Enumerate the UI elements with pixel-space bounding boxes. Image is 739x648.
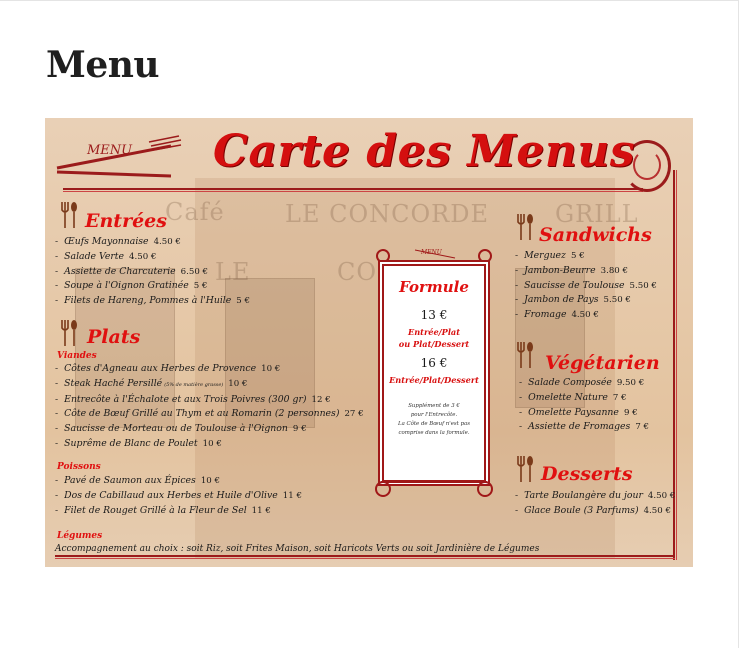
legumes-description: Accompagnement au choix : soit Riz, soit Frites Maison, soit Haricots Verts ou soit Jardinière de Légumes bbox=[55, 544, 540, 554]
subsection-title-legumes: Légumes bbox=[57, 531, 103, 541]
list-item: - Saucisse de Toulouse 5.50 € bbox=[515, 279, 657, 291]
scroll-curl-ornament bbox=[633, 150, 661, 180]
list-item: - Jambon de Pays 5.50 € bbox=[515, 294, 631, 306]
list-item: - Filet de Rouget Grillé à la Fleur de Sel 11 € bbox=[55, 504, 271, 516]
list-item: - Merguez 5 € bbox=[515, 250, 585, 261]
list-item: - Suprême de Blanc de Poulet 10 € bbox=[55, 437, 222, 449]
formule-box bbox=[382, 264, 486, 482]
entrees-list bbox=[55, 235, 250, 309]
background-sign: CO bbox=[337, 258, 378, 286]
subsection-title-poissons: Poissons bbox=[57, 462, 101, 472]
list-item: - Salade Verte 4.50 € bbox=[55, 250, 157, 262]
background-sign: LE CONCORDE bbox=[285, 200, 489, 228]
list-item: - Soupe à l'Oignon Gratinée 5 € bbox=[55, 280, 208, 292]
list-item: - Glace Boule (3 Parfums) 4.50 € bbox=[515, 504, 671, 516]
sandwichs-list bbox=[515, 249, 657, 323]
list-item: - Assiette de Charcuterie 6.50 € bbox=[55, 265, 209, 277]
section-title-sandwichs: Sandwichs bbox=[539, 224, 652, 246]
list-item: - Œufs Mayonnaise 4.50 € bbox=[55, 236, 181, 247]
formule-desc-1: Entrée/Plat ou Plat/Dessert bbox=[398, 327, 470, 349]
section-title-entrees: Entrées bbox=[85, 210, 167, 232]
top-divider bbox=[0, 0, 739, 1]
frame-top-border bbox=[63, 188, 643, 192]
formule-desc-2: Entrée/Plat/Dessert bbox=[389, 375, 479, 385]
section-title-desserts: Desserts bbox=[541, 463, 633, 485]
menu-fork-logo-icon bbox=[53, 128, 183, 183]
poissons-list bbox=[55, 474, 302, 518]
formule-scroll-bottom-ornament bbox=[375, 478, 493, 498]
frame-bottom-border bbox=[55, 555, 675, 559]
desserts-list bbox=[515, 489, 675, 519]
formule-note: Supplément de 3 € pour l'Entrecôte. La Côte de Bœuf n'est pas comprise dans la formule. bbox=[398, 403, 470, 436]
list-item: - Steak Haché Persillé (5% de matière grasse) 10 € bbox=[55, 377, 248, 389]
background-sign: LE bbox=[215, 258, 251, 286]
list-item: - Dos de Cabillaud aux Herbes et Huile d'Olive 11 € bbox=[55, 489, 302, 501]
viandes-list bbox=[55, 362, 364, 452]
list-item: - Saucisse de Morteau ou de Toulouse à l'Oignon 9 € bbox=[55, 423, 307, 435]
list-item: - Omelette Paysanne 9 € bbox=[519, 406, 638, 418]
menu-main-title: Carte des Menus bbox=[213, 126, 636, 177]
list-item: - Assiette de Fromages 7 € bbox=[519, 421, 649, 433]
list-item: - Côtes d'Agneau aux Herbes de Provence 10 € bbox=[55, 363, 281, 374]
formule-scroll-top-ornament bbox=[375, 246, 493, 264]
section-title-vegetarien: Végétarien bbox=[545, 352, 660, 374]
formule-price-2: 16 € bbox=[420, 356, 448, 370]
fork-spoon-icon bbox=[59, 200, 79, 230]
section-title-plats: Plats bbox=[87, 326, 141, 348]
background-sign: Café bbox=[165, 198, 225, 226]
menu-card-image bbox=[45, 118, 693, 567]
formule-title: Formule bbox=[399, 278, 469, 296]
fork-spoon-icon bbox=[515, 340, 535, 370]
formule-price-1: 13 € bbox=[420, 308, 448, 322]
list-item: - Côte de Bœuf Grillé au Thym et au Romarin (2 personnes) 27 € bbox=[55, 408, 364, 420]
list-item: - Jambon-Beurre 3.80 € bbox=[515, 264, 628, 276]
formule-logo-text: MENU bbox=[421, 249, 442, 256]
list-item: - Filets de Hareng, Pommes à l'Huile 5 € bbox=[55, 295, 250, 307]
menu-logo-text: MENU bbox=[87, 143, 133, 158]
fork-spoon-icon bbox=[515, 454, 535, 484]
fork-spoon-icon bbox=[515, 212, 535, 242]
list-item: - Fromage 4.50 € bbox=[515, 309, 599, 321]
list-item: - Salade Composée 9.50 € bbox=[519, 377, 645, 388]
subsection-title-viandes: Viandes bbox=[57, 351, 97, 361]
fork-spoon-icon bbox=[59, 318, 79, 348]
background-sign: GRILL bbox=[555, 200, 639, 228]
page-title: Menu bbox=[46, 44, 160, 86]
list-item: - Tarte Boulangère du jour 4.50 € bbox=[515, 490, 676, 501]
list-item: - Omelette Nature 7 € bbox=[519, 391, 627, 403]
list-item: - Pavé de Saumon aux Épices 10 € bbox=[55, 475, 220, 486]
list-item: - Entrecôte à l'Échalote et aux Trois Poivres (300 gr) 12 € bbox=[55, 393, 331, 405]
vegetarien-list bbox=[519, 376, 649, 435]
